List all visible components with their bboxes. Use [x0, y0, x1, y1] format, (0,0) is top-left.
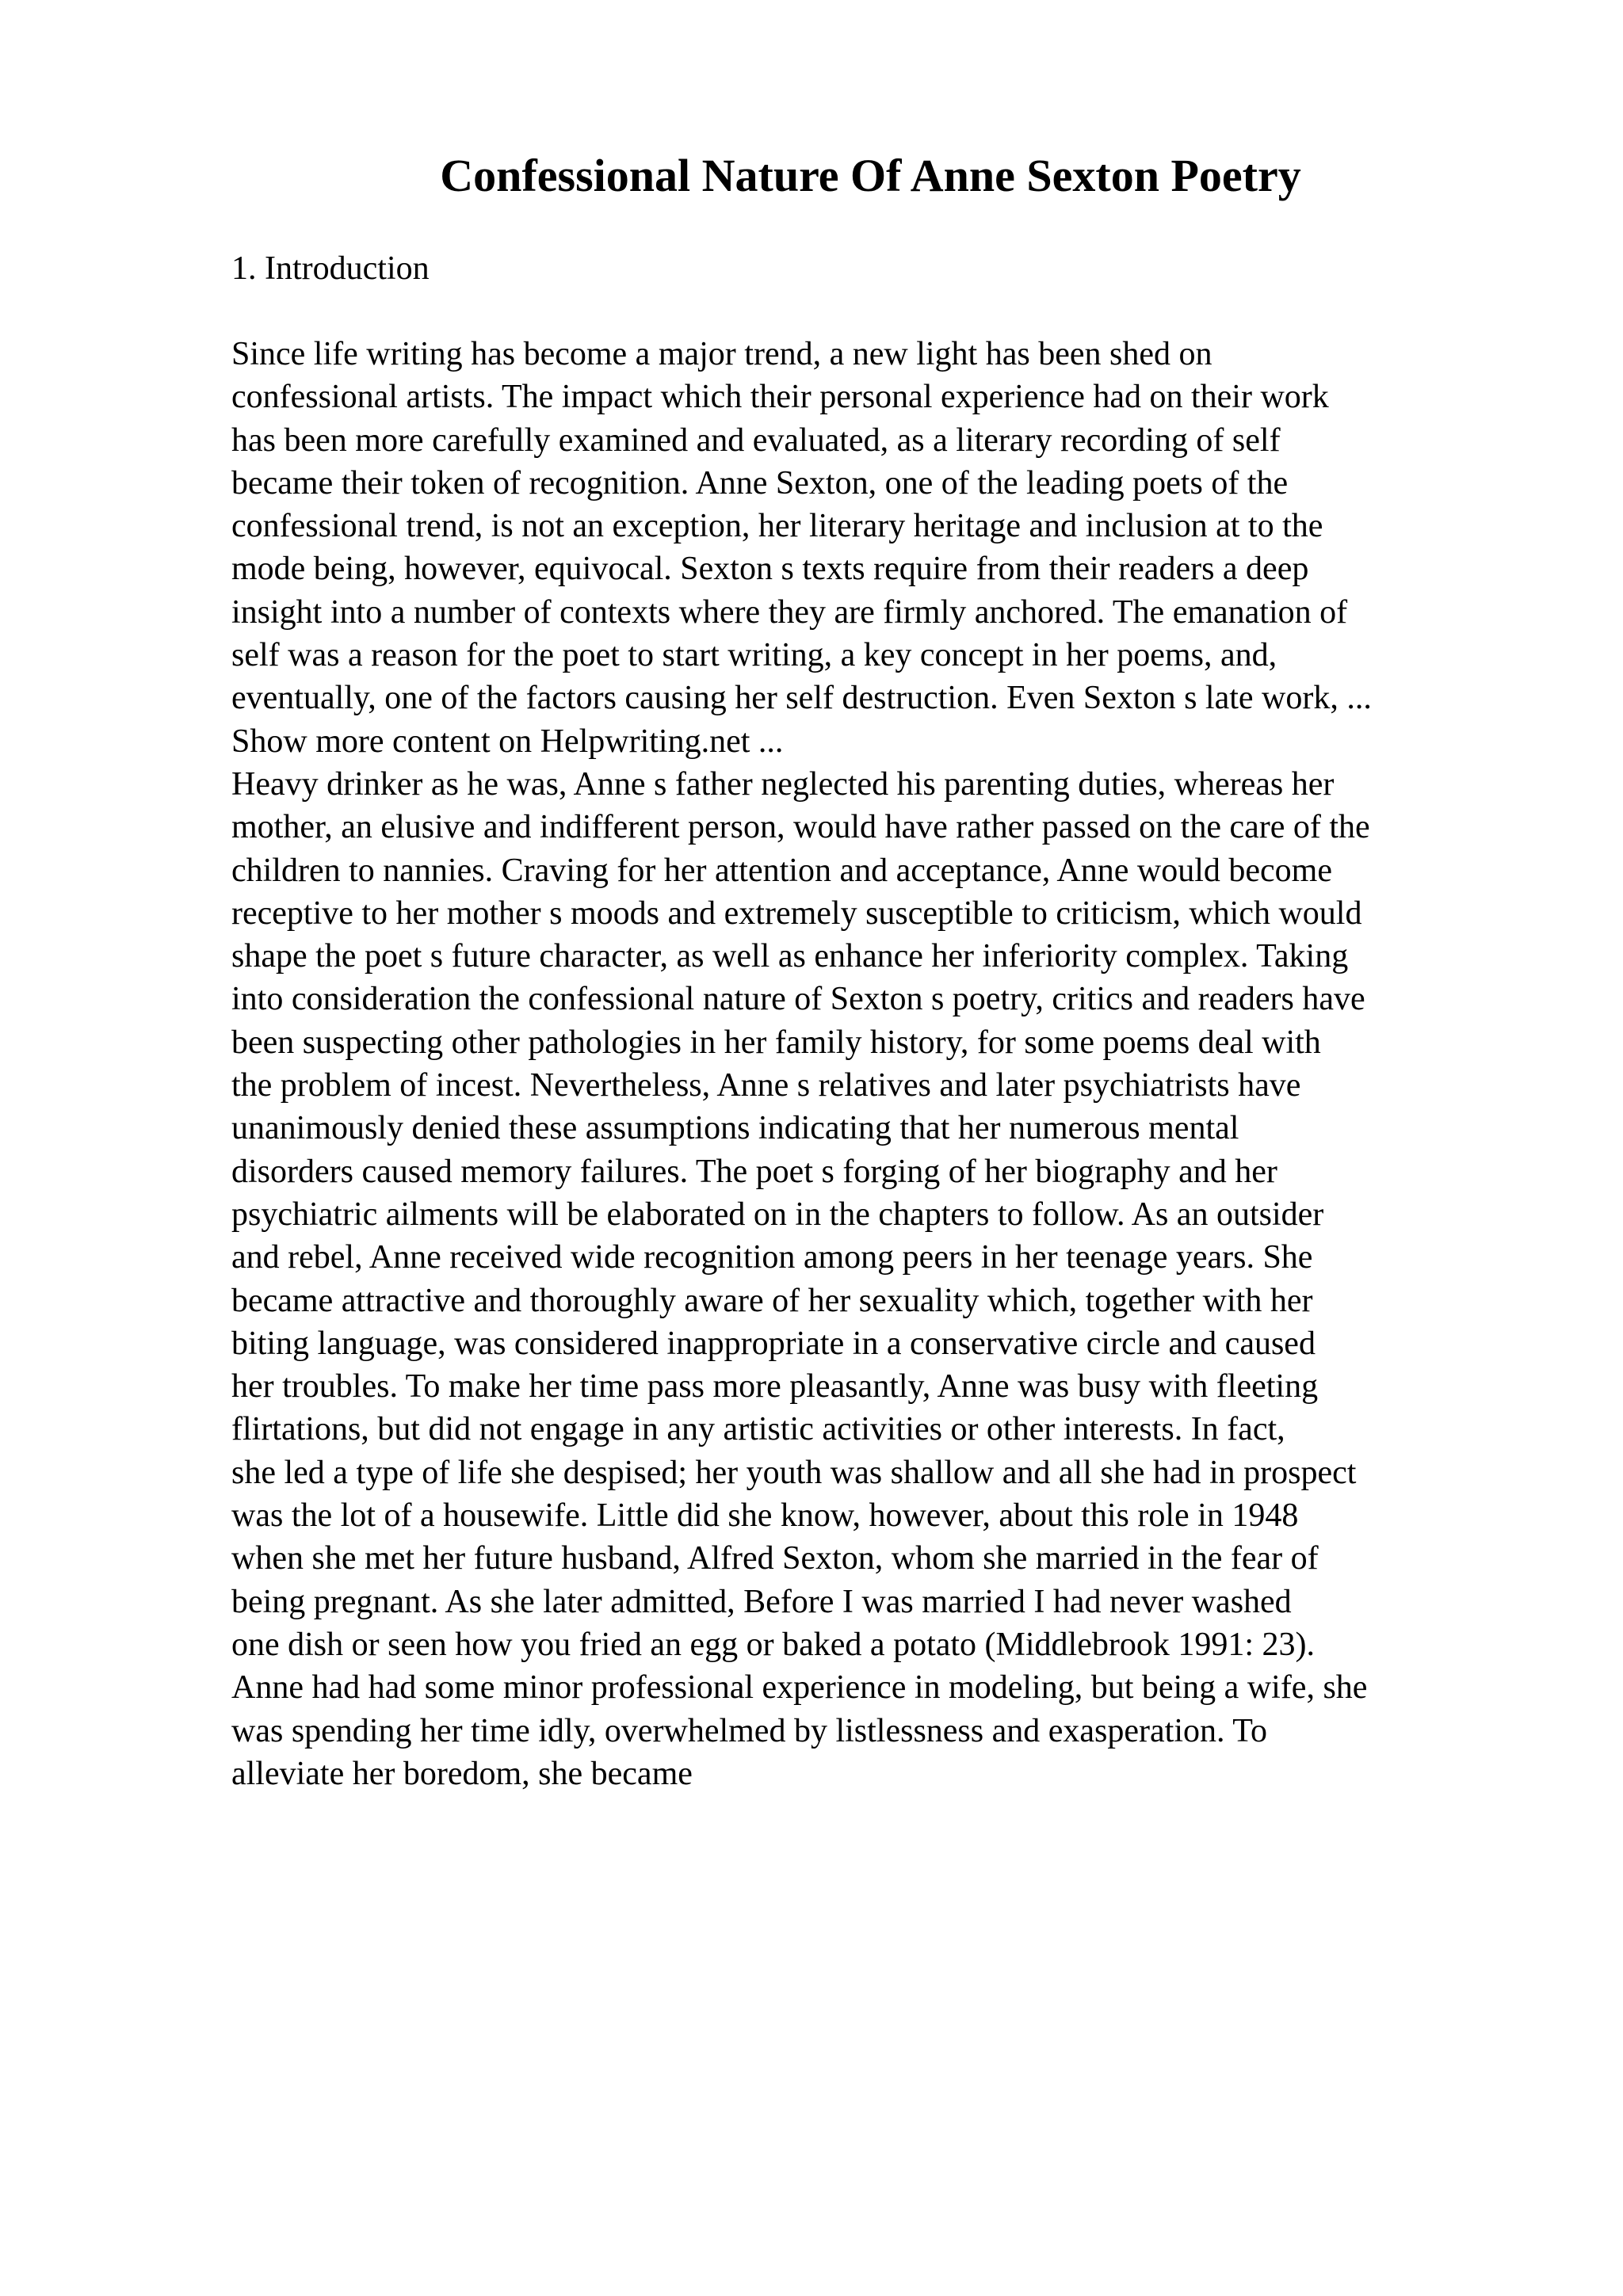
text-line: unanimously denied these assumptions indicating that her numerous mental	[231, 1110, 1239, 1147]
show-more-link[interactable]: Show more content on Helpwriting.net ...	[231, 723, 784, 760]
text-line: shape the poet s future character, as well as enhance her inferiority complex. Taking	[231, 938, 1349, 975]
text-line: into consideration the confessional nature of Sexton s poetry, critics and readers have	[231, 981, 1365, 1018]
text-line: became attractive and thoroughly aware of her sexuality which, together with her	[231, 1282, 1313, 1319]
text-line: children to nannies. Craving for her attention and acceptance, Anne would become	[231, 852, 1332, 889]
text-line: disorders caused memory failures. The poet s forging of her biography and her	[231, 1153, 1277, 1190]
text-line: mother, an elusive and indifferent person, would have rather passed on the care of the	[231, 809, 1370, 846]
text-line: receptive to her mother s moods and extremely susceptible to criticism, which would	[231, 894, 1362, 932]
text-line: Heavy drinker as he was, Anne s father neglected his parenting duties, whereas her	[231, 765, 1335, 803]
document-title: Confessional Nature Of Anne Sexton Poetry	[440, 150, 1301, 201]
text-line: psychiatric ailments will be elaborated on in the chapters to follow. As an outsider	[231, 1196, 1324, 1233]
text-line: her troubles. To make her time pass more pleasantly, Anne was busy with fleeting	[231, 1368, 1319, 1405]
text-line: became their token of recognition. Anne Sexton, one of the leading poets of the	[231, 464, 1289, 502]
text-line: flirtations, but did not engage in any artistic activities or other interests. In fact,	[231, 1411, 1285, 1448]
text-line: when she met her future husband, Alfred Sexton, whom she married in the fear of	[231, 1540, 1319, 1577]
text-line: been suspecting other pathologies in her family history, for some poems deal with	[231, 1024, 1321, 1061]
text-line: mode being, however, equivocal. Sexton s texts require from their readers a deep	[231, 551, 1309, 588]
text-line: alleviate her boredom, she became	[231, 1755, 693, 1792]
text-line: biting language, was considered inappropriate in a conservative circle and caused	[231, 1325, 1316, 1362]
body-text	[231, 333, 1579, 1795]
text-line: was the lot of a housewife. Little did she know, however, about this role in 1948	[231, 1497, 1299, 1535]
section-heading: 1. Introduction	[231, 250, 430, 287]
text-line: insight into a number of contexts where they are firmly anchored. The emanation of	[231, 593, 1348, 631]
text-line: was spending her time idly, overwhelmed by listlessness and exasperation. To	[231, 1712, 1267, 1749]
text-line: the problem of incest. Nevertheless, Anne s relatives and later psychiatrists have	[231, 1067, 1301, 1104]
text-line: being pregnant. As she later admitted, Before I was married I had never washed	[231, 1583, 1292, 1620]
text-line: and rebel, Anne received wide recognition among peers in her teenage years. She	[231, 1239, 1313, 1276]
text-line: confessional trend, is not an exception, her literary heritage and inclusion at to the	[231, 508, 1323, 545]
text-line: eventually, one of the factors causing her self destruction. Even Sexton s late work, ...	[231, 680, 1372, 717]
text-line: Since life writing has become a major trend, a new light has been shed on	[231, 336, 1212, 372]
text-line: she led a type of life she despised; her youth was shallow and all she had in prospect	[231, 1454, 1357, 1491]
text-line: self was a reason for the poet to start writing, a key concept in her poems, and,	[231, 637, 1277, 674]
text-line: confessional artists. The impact which their personal experience had on their work	[231, 379, 1329, 416]
text-line: has been more carefully examined and evaluated, as a literary recording of self	[231, 421, 1281, 459]
text-line: Anne had had some minor professional experience in modeling, but being a wife, she	[231, 1669, 1368, 1707]
text-line: one dish or seen how you fried an egg or baked a potato (Middlebrook 1991: 23).	[231, 1626, 1316, 1663]
